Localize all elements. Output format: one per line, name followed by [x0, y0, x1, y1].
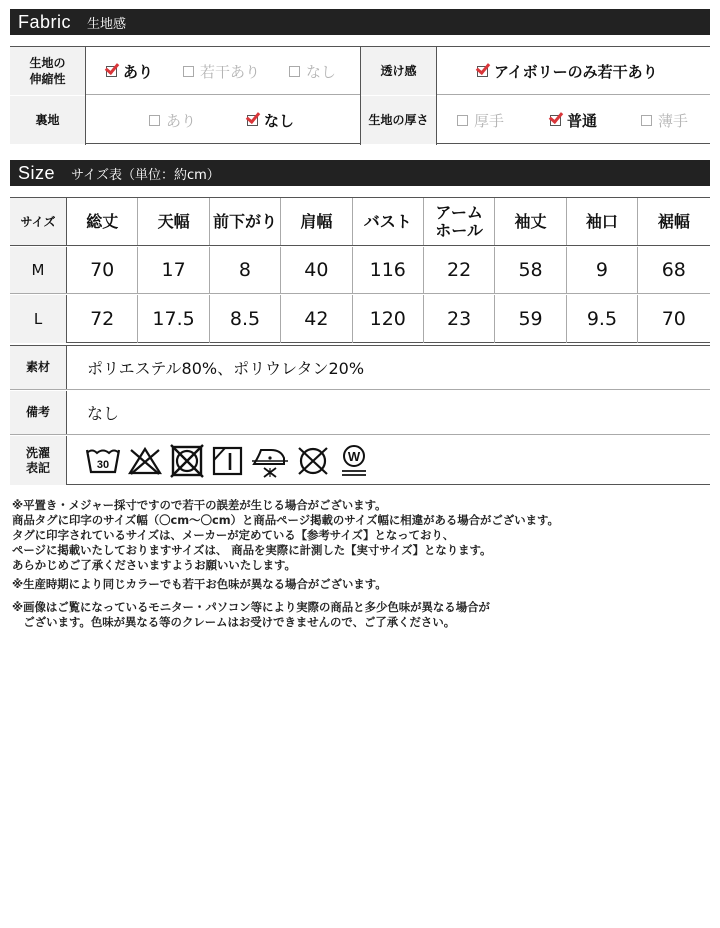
remarks-value: なし	[87, 404, 120, 423]
no-tumble-dry-icon	[169, 444, 205, 478]
table-cell: 23	[424, 295, 495, 343]
column-header: 袖口	[567, 198, 638, 245]
table-cell: 68	[661, 259, 686, 281]
checkbox-checked-icon	[247, 115, 258, 126]
table-cell: 58	[495, 247, 566, 293]
table-cell: 9.5	[567, 295, 638, 343]
checkbox-empty-icon	[457, 115, 468, 126]
note-line: ページに掲載いたしておりますサイズは、 商品を実際に計測した【実寸サイズ】となります。	[12, 543, 492, 557]
column-header: 裾幅	[657, 211, 690, 231]
no-bleach-icon	[127, 444, 163, 478]
table-cell: 70	[67, 247, 138, 293]
care-row	[10, 436, 710, 485]
thickness-option-normal: 普通	[550, 96, 597, 144]
line-dry-shade-icon	[211, 444, 245, 478]
size-label: M	[10, 247, 67, 293]
column-header: 肩幅	[281, 198, 352, 245]
table-cell: 17	[138, 247, 209, 293]
table-row	[10, 295, 710, 343]
divider	[85, 47, 86, 145]
size-header-row	[10, 198, 710, 246]
checkbox-empty-icon	[641, 115, 652, 126]
table-cell: 59	[495, 295, 566, 343]
note-line: ございます。色味が異なる等のクレームはお受けできませんので、ご了承ください。	[12, 615, 456, 629]
care-label: 洗濯 表記	[10, 436, 67, 485]
table-row	[10, 247, 710, 294]
table-cell: 70	[661, 308, 686, 330]
material-row	[10, 346, 710, 390]
wet-clean-icon	[337, 444, 371, 478]
sheer-option: アイボリーのみ若干あり	[477, 47, 658, 95]
thickness-option-thin: 薄手	[641, 96, 688, 144]
remarks-row	[10, 391, 710, 435]
thickness-option-thick: 厚手	[457, 96, 504, 144]
fabric-table	[10, 46, 710, 144]
checkbox-checked-icon	[106, 66, 117, 77]
info-table	[10, 345, 710, 485]
size-corner-cell: サイズ	[10, 198, 67, 245]
size-table	[10, 197, 710, 343]
stretch-option-yes: あり	[106, 47, 153, 95]
notes	[12, 498, 708, 630]
column-header: 前下がり	[210, 198, 281, 245]
low-iron-cloth-icon	[251, 444, 289, 478]
size-title: Size	[18, 162, 56, 183]
column-header: 総丈	[67, 198, 138, 245]
size-subtitle: サイズ表（単位：約cm）	[71, 167, 220, 183]
divider	[436, 47, 437, 145]
column-header: 袖丈	[495, 198, 566, 245]
table-cell: 72	[67, 295, 138, 343]
checkbox-checked-icon	[550, 115, 561, 126]
wet-clean-letter: W	[347, 448, 361, 464]
checkbox-empty-icon	[149, 115, 160, 126]
fabric-title: Fabric	[18, 11, 72, 32]
size-label: L	[10, 295, 67, 343]
column-header: バスト	[353, 198, 424, 245]
column-header: アーム ホール	[424, 198, 495, 245]
table-cell: 8.5	[210, 295, 281, 343]
column-header: 天幅	[138, 198, 209, 245]
table-cell: 42	[281, 295, 352, 343]
divider	[360, 47, 361, 145]
remarks-label: 備考	[10, 391, 67, 434]
thickness-label: 生地の厚さ	[361, 96, 436, 144]
note-line: ※生産時期により同じカラーでも若干お色味が異なる場合がございます。	[12, 577, 387, 591]
fabric-section-header	[10, 9, 710, 35]
note-line: 商品タグに印字のサイズ幅（〇cm～〇cm）と商品ページ掲載のサイズ幅に相違がある場合がございます。	[12, 513, 559, 527]
checkbox-empty-icon	[289, 66, 300, 77]
lining-option-none: なし	[247, 96, 294, 144]
stretch-option-slight: 若干あり	[183, 47, 260, 95]
lining-option-yes: あり	[149, 96, 196, 144]
table-cell: 116	[353, 247, 424, 293]
wash-30-icon	[85, 444, 121, 478]
table-cell: 40	[281, 247, 352, 293]
note-line: ※平置き・メジャー採寸ですので若干の誤差が生じる場合がございます。	[12, 498, 387, 512]
size-section-header	[10, 160, 710, 186]
material-value: ポリエステル80%、ポリウレタン20%	[87, 359, 365, 378]
material-label: 素材	[10, 346, 67, 389]
note-line: タグに印字されているサイズは、メーカーが定めている【参考サイズ】となっており、	[12, 528, 455, 542]
lining-label: 裏地	[10, 96, 85, 144]
care-icons	[67, 436, 371, 485]
wash-temp: 30	[96, 458, 110, 471]
checkbox-checked-icon	[477, 66, 488, 77]
stretch-label: 生地の 伸縮性	[10, 47, 85, 95]
table-cell: 22	[424, 247, 495, 293]
table-cell: 120	[353, 295, 424, 343]
fabric-subtitle: 生地感	[87, 16, 127, 32]
note-line: ※画像はご覧になっているモニター・パソコン等により実際の商品と多少色味が異なる場合が	[12, 600, 490, 614]
note-line: あらかじめご了承くださいますようお願いいたします。	[12, 558, 296, 572]
no-dry-clean-icon	[295, 444, 331, 478]
stretch-option-none: なし	[289, 47, 336, 95]
table-cell: 9	[567, 247, 638, 293]
sheer-label: 透け感	[361, 47, 436, 95]
table-cell: 17.5	[138, 295, 209, 343]
table-cell: 8	[210, 247, 281, 293]
checkbox-empty-icon	[183, 66, 194, 77]
